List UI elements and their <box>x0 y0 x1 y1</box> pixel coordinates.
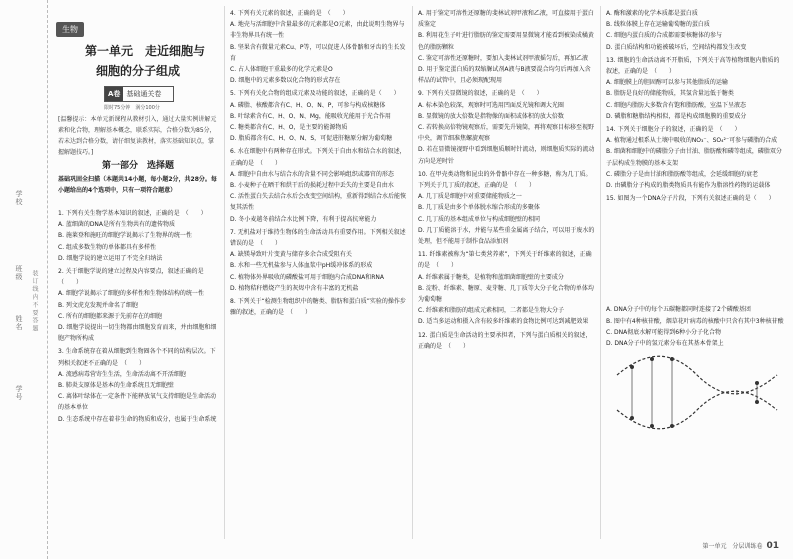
answer-option: D. 适当多运动和摄入含有较多纤维素的食物比例可达到减肥效果 <box>418 318 589 326</box>
question-stem: 13. 细胞的生命活动离不开脂质，下列关于高等植物细胞内脂质的叙述，正确的是 （ ） <box>606 56 780 76</box>
answer-option: D. 细胞学说的建立运用了不完全归纳法 <box>58 254 163 262</box>
unit-title-line1: 第一单元 走近细胞与 <box>84 44 205 58</box>
answer-option: D. 细胞中的元素多数以化合物的形式存在 <box>230 77 341 85</box>
instructions <box>58 174 218 196</box>
answer-option: B. 列文虎克发现并命名了细胞 <box>58 301 138 309</box>
questions-column-4 <box>606 8 784 351</box>
answer-option: B. 叶绿素含有C、H、O、N、Mg，能吸收光能用于光合作用 <box>230 112 391 120</box>
answer-option: A. 标本染色较深，观察时可选用凹面反光镜和调大光圈 <box>418 101 564 109</box>
answer-option: B. 图中有4种核苷酸，烟草花叶病毒的核酸中只含有其中3种核苷酸 <box>606 317 784 325</box>
answer-option: B. 几丁质是由多个单体脱水缩合形成的多聚体 <box>418 204 540 212</box>
binding-class-label: 班级 <box>15 265 23 281</box>
question-stem: 6. 水在细胞中有两种存在形式。下列关于自由水和结合水的叙述，正确的是 （ ） <box>230 148 406 167</box>
answer-option: C. 细胞内蛋白质的合成都需要核糖体的参与 <box>606 32 723 40</box>
answer-option: A. 细胞学说揭示了细胞的多样性和生物体结构的统一性 <box>58 290 204 298</box>
answer-option: B. 线粒体膜上存在运输葡萄糖的蛋白质 <box>606 21 710 29</box>
answer-option: D. 脂质都含有C、H、O、N、S，可促进肝糖原分解为葡萄糖 <box>230 135 393 143</box>
answer-option: A. 酶和激素的化学本质都是蛋白质 <box>606 10 698 17</box>
answer-option: A. DNA分子中的每个五碳糖都同时连接了2个磷酸基团 <box>606 306 751 314</box>
answer-option: D. 蛋白质结构和功能被破坏后，空间结构都发生改变 <box>606 43 747 51</box>
question-item <box>418 330 596 352</box>
answer-option: A. 地壳与活细胞中含量最多的元素都是O元素，由此说明生物界与非生物界具有统一性 <box>230 21 405 40</box>
question-item <box>58 266 218 344</box>
question-item <box>418 169 596 247</box>
question-stem: 7. 无机盐对于维持生物体的生命活动具有重要作用。下列相关叙述错误的是 （ ） <box>230 228 406 248</box>
question-item <box>58 208 218 264</box>
answer-option: C. 几丁质的基本组成单位与构成细胞壁的相同 <box>418 215 541 223</box>
answer-option: D. DNA分子中的氢元素分布在其基本骨架上 <box>606 340 724 348</box>
answer-option: D. 用于鉴定蛋白质的双缩脲试剂A液与B液要混合均匀后再加入含样品的试管中，且必须现配现用 <box>418 66 591 85</box>
answer-option: A. 纤维素属于糖类，是植物和蓝细菌细胞壁的主要成分 <box>418 273 564 281</box>
question-item <box>58 346 218 424</box>
answer-option: A. 用于鉴定可溶性还原糖的斐林试剂甲液和乙液，可直接用于蛋白质鉴定 <box>418 10 594 29</box>
answer-option: A. 植物通过根系从土壤中吸收的NO₃⁻、SO₄²⁻可参与磷脂的合成 <box>606 137 778 145</box>
answer-option: C. 磷脂分子是由甘油和脂肪酸等组成，会延缓细胞的衰老 <box>606 170 759 178</box>
question-item <box>230 227 408 294</box>
section-instructions: 基础巩固全扫描（本题共14小题，每小题2分，共28分。每小题给出的4个选项中，只有一项符合题意） <box>58 176 217 195</box>
binding-margin <box>0 0 48 559</box>
dna-fragment-diagram <box>612 345 782 440</box>
answer-option: B. 显微镜的放大倍数是指物像的面积或体积的放大倍数 <box>418 112 564 120</box>
answer-option: B. 肺炎支原体是基本的生命系统且无细胞壁 <box>58 382 174 390</box>
subject-tag: 生物 <box>56 22 84 37</box>
answer-option: C. 离体叶绿体在一定条件下能释放氧气支持细胞是生命活动的基本单位 <box>58 393 217 412</box>
question-item <box>230 146 408 224</box>
question-stem: 15. 如图为一个DNA分子片段，下列有关叙述正确的是（ ） <box>606 195 775 203</box>
answer-option: B. 水和一些无机盐参与人体血浆中pH缓冲体系的形成 <box>230 262 373 270</box>
column-divider <box>412 6 413 539</box>
answer-option: A. 细胞中自由水与结合水的含量不同会影响组织或器官的形态 <box>230 170 394 178</box>
exam-level-badge <box>104 86 174 102</box>
question-stem: 11. 纤维素被称为“第七类营养素”，下列关于纤维素的叙述，正确的是 （ ） <box>418 251 592 270</box>
answer-option: C. 组成多数生物的单体都具有多样性 <box>58 243 157 251</box>
answer-option: D. 由磷脂分子构成的脂类物质具有能作为脂溶性药物的运载体 <box>606 182 771 190</box>
answer-option: C. 植物体外界吸收的磷酸盐可用于细胞内合成DNA和RNA <box>230 273 384 281</box>
time-score-limits: 限时75分钟 满分100分 <box>104 105 160 111</box>
badge-text: 基础通关卷 <box>126 90 162 98</box>
binding-school-label: 学校 <box>15 190 23 206</box>
answer-option: D. 冬小麦越冬前结合水比例下降，有利于提高抗寒能力 <box>230 215 377 223</box>
question-stem: 10. 在甲壳类动物和昆虫的外骨骼中存在一种多糖，称为几丁质。下列关于几丁质的叙述，正确的是 （ ） <box>418 170 592 190</box>
binding-name-label: 姓名 <box>15 315 23 331</box>
question-item <box>418 88 596 166</box>
answer-option: C. 鉴定可溶性还原糖时，要加入斐林试剂甲液摇匀后，再加乙液 <box>418 54 589 62</box>
question-stem: 8. 下列关于“检测生物组织中的糖类、脂肪和蛋白质”实验的操作步骤的叙述，正确的是 （ ） <box>230 298 406 317</box>
questions-column-1 <box>58 208 218 427</box>
question-item <box>606 193 784 204</box>
answer-option: A. 流感病毒营寄生生活，生命活动离不开活细胞 <box>58 370 186 378</box>
answer-option: B. 脂肪是良好的储能物质，其氢含量远低于糖类 <box>606 90 734 98</box>
answer-option: B. 小麦种子在晒干和烘干后的损耗过程中丢失的主要是自由水 <box>230 182 394 190</box>
answer-option: B. 施莱登和施旺的细胞学说揭示了生物界的统一性 <box>58 232 192 240</box>
question-stem: 14. 下列关于细胞分子的叙述，正确的是 （ ） <box>606 126 741 134</box>
answer-option: A. 几丁质是细胞中对重要储能物质之一 <box>418 193 522 201</box>
answer-option: D. 生态系统中存在着非生命的物质和成分，也属于生命系统 <box>58 415 217 423</box>
answer-option: C. 纤维素和脂肪的组成元素相同，二者都是生物大分子 <box>418 307 565 315</box>
badge-letter: A卷 <box>105 87 123 101</box>
binding-seal-text: 装 订 线 内 不 要 答 题 <box>31 270 38 332</box>
answer-option: C. 活性蛋白失去结合水后会改变空间结构，重新得到结合水后能恢复其活性 <box>230 193 407 212</box>
answer-option: B. 利用花生子叶进行脂肪的鉴定需要用显微镜才能看到被染成橘黄色的脂肪颗粒 <box>418 32 594 51</box>
answer-option: B. 坚果含有微量元素Cu、P等，可以促进人体骨骼和牙齿的生长发育 <box>230 43 406 62</box>
question-item <box>606 8 784 53</box>
answer-option: C. DNA彻底水解可能得到6种小分子化合物 <box>606 328 722 336</box>
question-item <box>230 296 408 318</box>
answer-option: C. 所有的细胞都来源于先前存在的细胞 <box>58 312 163 320</box>
warm-tip: [温馨提示：本单元新课程从教材引入，通过大量实例讲解元素和化合物，理解基本概念，联系实际，合格分数为85分，若未达到合格分数，请仔细复读教材，落实基础知识点，掌握解题技巧。] <box>58 116 217 156</box>
answer-option: D. 磷脂和糖脂结构相似，都是构成细胞膜的重要成分 <box>606 112 747 120</box>
question-stem: 5. 下列有关化合物的组成元素及功能的叙述，正确的是（ ） <box>230 90 400 98</box>
binding-id-label: 学号 <box>15 385 23 401</box>
column-divider <box>224 6 225 539</box>
answer-option: A. 磷脂、核酸都含有C、H、O、N、P，可参与构成核糖体 <box>230 101 386 109</box>
question-stem: 3. 生命系统存在着从细胞到生物圈各个不同的结构层次。下列相关叙述不正确的是 （ ） <box>58 348 216 367</box>
answer-option: D. 几丁质能溶于水，并能与某些重金属离子结合，可以用于废水的处理，但不能用于制作食品添加剂 <box>418 226 595 246</box>
question-item <box>418 8 596 86</box>
question-item <box>230 8 408 86</box>
question-item <box>230 88 408 144</box>
question-item <box>606 304 784 349</box>
questions-column-2 <box>230 8 408 320</box>
question-stem: 4. 下列有关元素的叙述，正确的是 （ ） <box>230 10 349 17</box>
answer-option: B. 淀粉、纤维素、糖原、麦芽糖、几丁质等大分子化合物的单体均为葡萄糖 <box>418 284 594 304</box>
answer-option: A. 细胞膜上的胆固醇可以参与其他脂质的运输 <box>606 79 728 87</box>
answer-option: C. 细胞内脂肪大多数含有饱和脂肪酸，室温下呈液态 <box>606 101 747 109</box>
page-footer <box>702 541 779 551</box>
answer-option: C. 糖类都含有C、H、O，是主要的能源物质 <box>230 124 348 132</box>
unit-title-line2: 细胞的分子组成 <box>95 64 180 78</box>
question-stem: 9. 下列有关显微镜的叙述，正确的是 （ ） <box>418 90 543 98</box>
question-stem: 1. 下列有关生物学基本知识的叙述，正确的是 （ ） <box>58 210 207 217</box>
page-number: 01 <box>766 541 779 551</box>
question-item <box>606 124 784 191</box>
answer-option: D. 若在显微镜视野中看到细胞质顺时针流动，则细胞质实际的流动方向是逆时针 <box>418 146 595 165</box>
answer-option: D. 细胞学说提出一切生物都由细胞发育而来，并由细胞和细胞产物所构成 <box>58 324 217 343</box>
answer-option: C. 若转换高倍物镜观察后，需要先升镜筒，再将观察目标移至视野中央，调节细准焦螺旋观察 <box>418 124 595 143</box>
question-stem: 2. 关于细胞学说的建立过程及内容要点，叙述正确的是（ ） <box>58 268 204 287</box>
answer-option: A. 蓝细菌的DNA是所有生物共有的遗传物质 <box>58 221 176 229</box>
answer-option: D. 植物秸秆燃烧产生的灰烬中含有丰富的无机盐 <box>230 284 359 292</box>
answer-option: B. 细菌和细胞中的磷脂分子由甘油、脂肪酸和磷等组成，磷脂双分子层构成生物膜的基本支架 <box>606 148 782 167</box>
question-stem: 12. 蛋白质是生命活动的主要承担者，下列与蛋白质相关的叙述，正确的是 （ ） <box>418 331 592 350</box>
question-item <box>418 249 596 327</box>
footer-label: 第一单元 分层训练卷 <box>702 543 763 550</box>
question-item <box>606 55 784 122</box>
answer-option: A. 缺镁导致叶片变黄与储存多余合成受阻有关 <box>230 251 352 259</box>
column-divider <box>600 6 601 539</box>
questions-column-3 <box>418 8 596 354</box>
answer-option: C. 占人体细胞干重最多的化学元素是O <box>230 66 333 74</box>
section-title: 第一部分 选择题 <box>101 161 174 171</box>
